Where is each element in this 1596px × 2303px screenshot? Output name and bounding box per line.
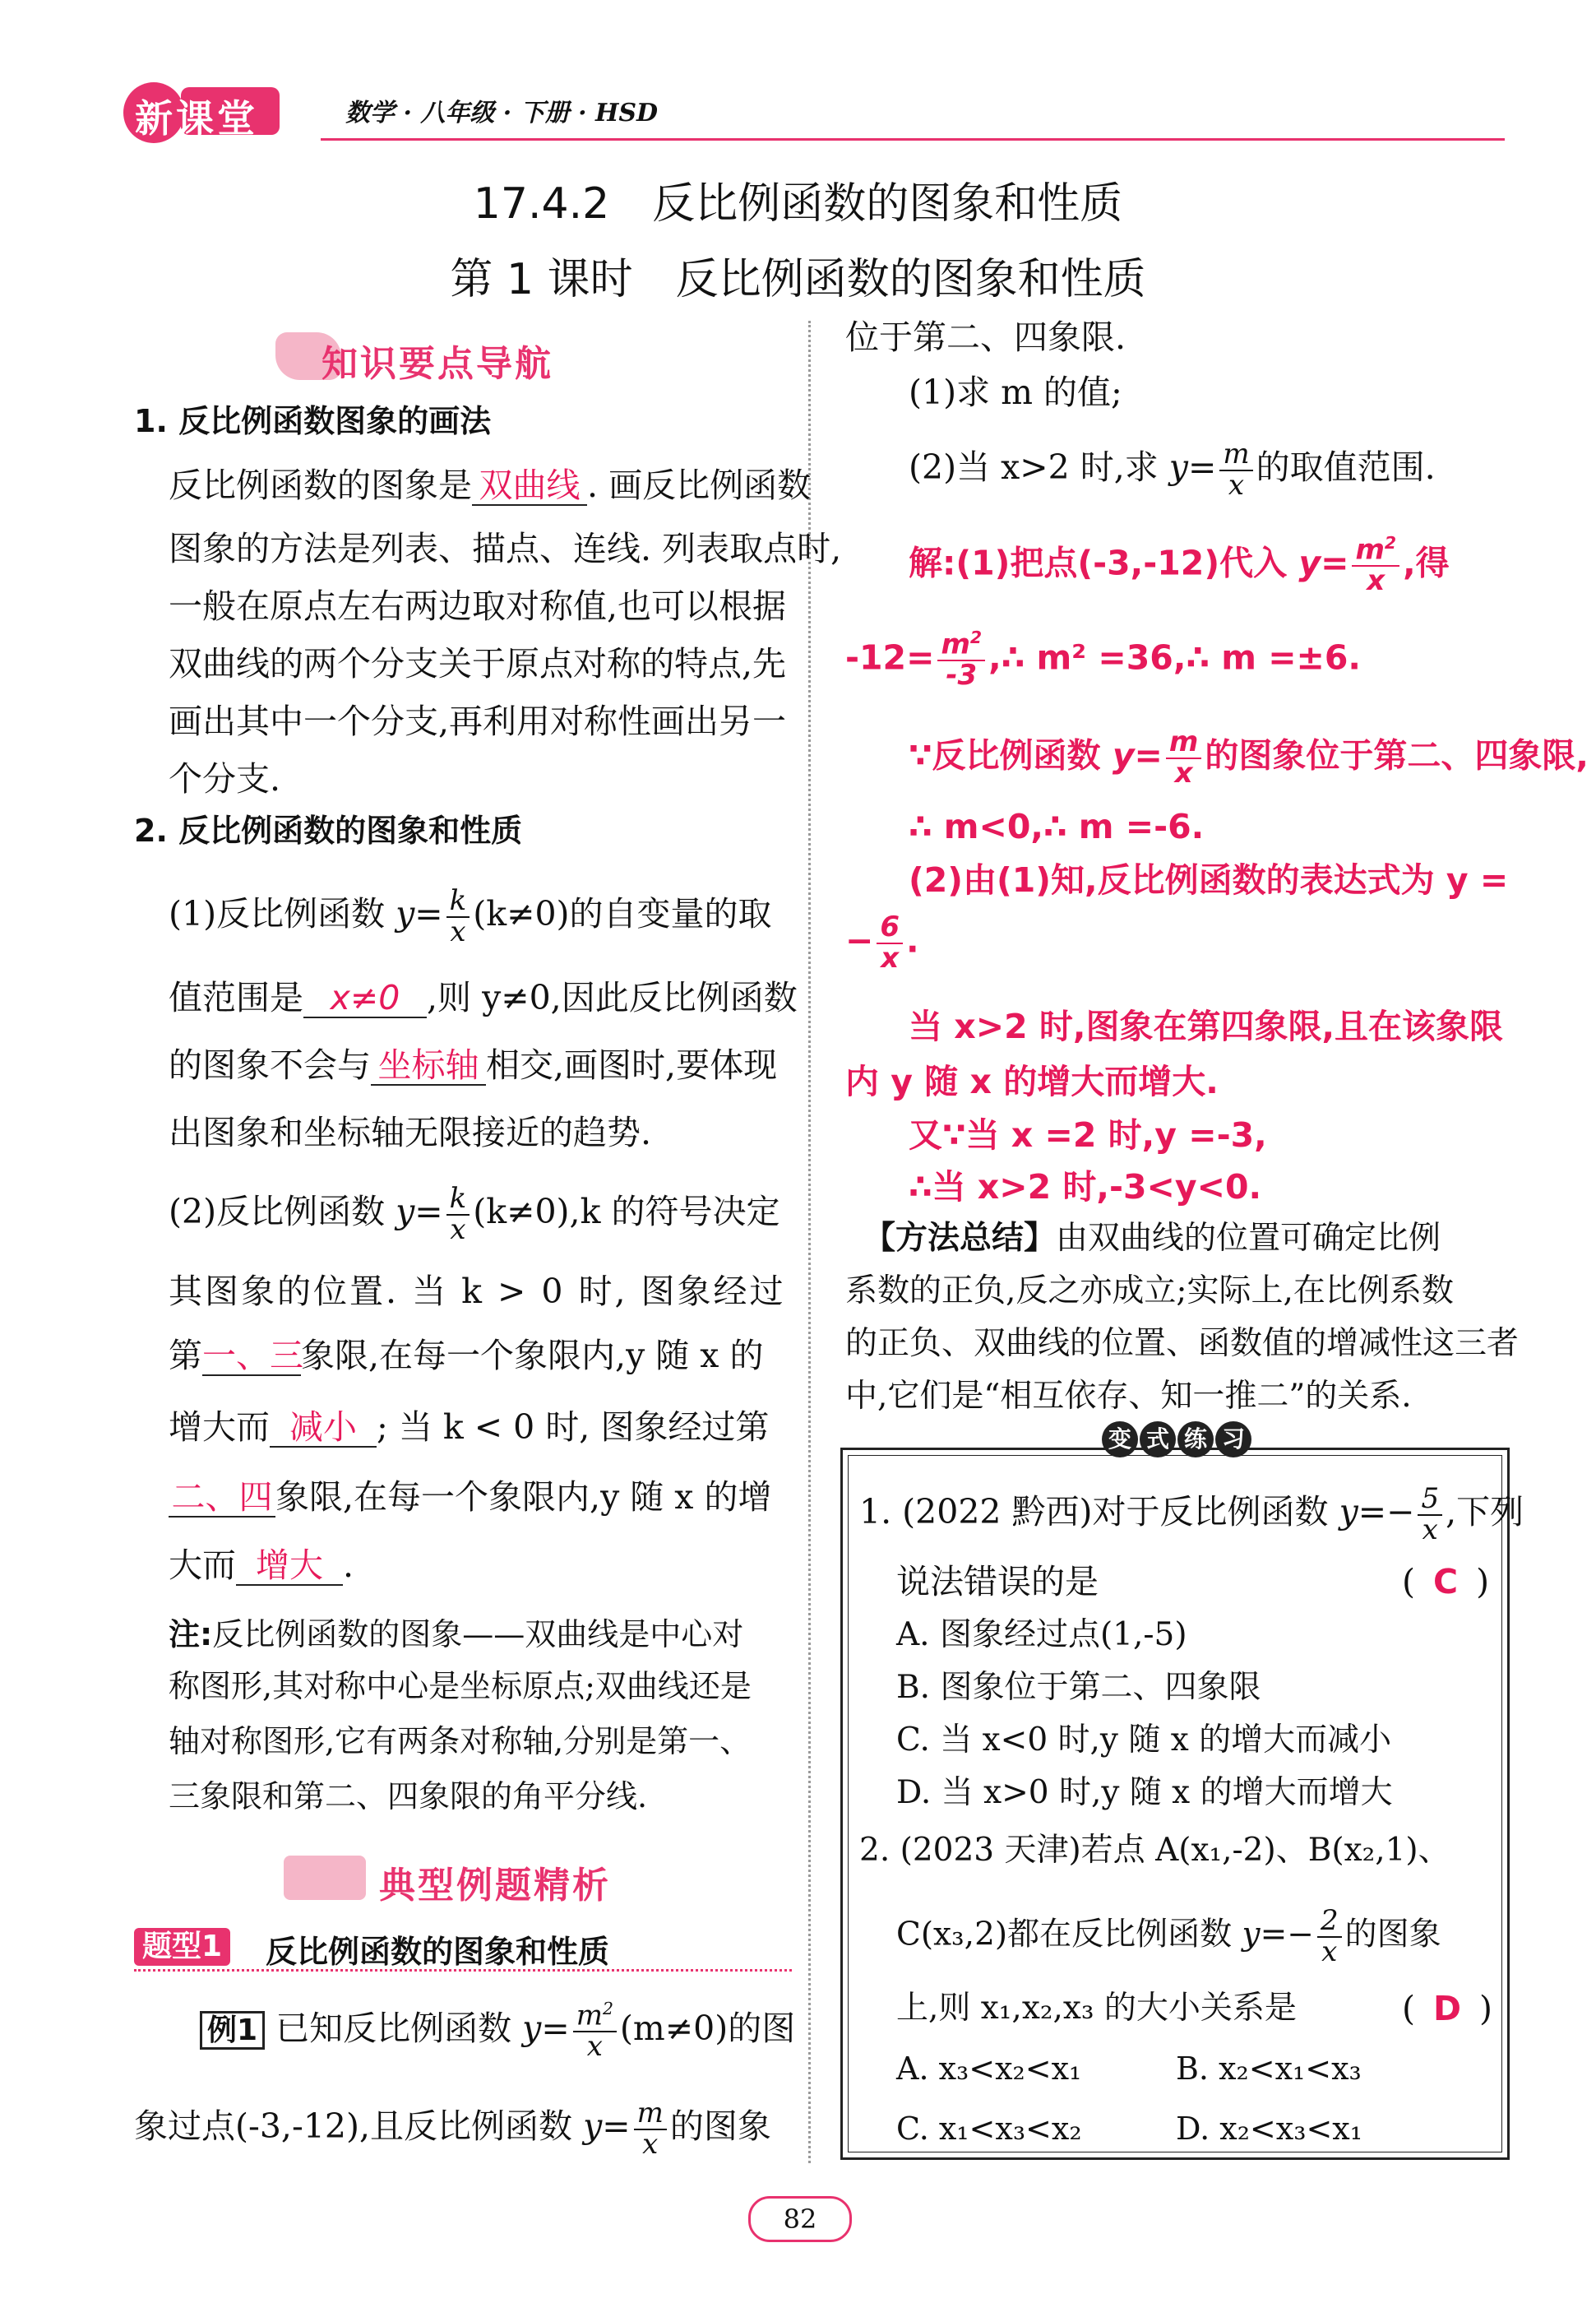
answer-blank: 双曲线 — [472, 466, 587, 506]
option-line: B. 图象位于第二、四象限 — [896, 1669, 1261, 1706]
solution-line: ∴ m<0,∴ m =-6. — [909, 807, 1205, 846]
option-line: D. x₂<x₃<x₁ — [1176, 2111, 1362, 2147]
answer-blank: 一、三 — [202, 1336, 303, 1375]
option-line: C. 当 x<0 时,y 随 x 的增大而减小 — [896, 1721, 1392, 1759]
option-line: B. x₂<x₁<x₃ — [1176, 2050, 1362, 2087]
section-banner-examples — [284, 1849, 645, 1907]
answer-blank: 二、四 — [169, 1478, 275, 1518]
solution-line: ∵反比例函数 y= $\frac{m}{x}$ 的图象位于第二、四象限, — [909, 725, 1589, 790]
text-line: 增大而 减小 ; 当 k < 0 时, 图象经过第 — [169, 1407, 770, 1447]
example-tag: 例1 — [200, 2011, 265, 2050]
note-line: 称图形,其对称中心是坐标原点;双曲线还是 — [169, 1668, 752, 1704]
logo-text: 新课堂 — [135, 96, 258, 141]
solution-line: ∴当 x>2 时,-3<y<0. — [909, 1167, 1262, 1207]
practice-banner-char: 练 — [1177, 1421, 1214, 1457]
text-line: 的图象不会与 坐标轴 相交,画图时,要体现 — [169, 1045, 778, 1085]
solution-line: 又∵当 x =2 时,y =-3, — [909, 1115, 1267, 1155]
solution-line: (2)由(1)知,反比例函数的表达式为 y = — [909, 860, 1509, 900]
question-line: 说法错误的是 — [896, 1562, 1099, 1601]
text-line: (1)反比例函数 y= $\frac{k}{x}$ (k≠0)的自变量的取 — [169, 884, 772, 948]
method-line: 的正负、双曲线的位置、函数值的增减性这三者 — [845, 1325, 1520, 1362]
text-line: 大而 增大 . — [169, 1545, 354, 1585]
practice-banner-char: 习 — [1215, 1421, 1251, 1457]
option-line: A. 图象经过点(1,-5) — [896, 1616, 1187, 1653]
header-rule — [321, 138, 1505, 141]
section-banner-text: 知识要点导航 — [322, 343, 553, 385]
solution-line: 当 x>2 时,图象在第四象限,且在该象限 — [909, 1007, 1504, 1046]
text-line: 反比例函数的图象是 双曲线 . 画反比例函数 — [169, 466, 812, 505]
text-line: 位于第二、四象限. — [845, 317, 1126, 357]
text-line: 其图象的位置. 当 k > 0 时, 图象经过 — [169, 1272, 786, 1311]
type-tag: 题型1 — [134, 1928, 230, 1966]
type-title: 反比例函数的图象和性质 — [266, 1934, 610, 1970]
question-line: 2. (2023 天津)若点 A(x₁,-2)、B(x₂,1)、 — [859, 1832, 1450, 1869]
page-title: 17.4.2 反比例函数的图象和性质 — [473, 179, 1123, 229]
section-banner-knowledge — [275, 327, 637, 385]
text-line: (2)当 x>2 时,求 y= $\frac{m}{x}$ 的取值范围. — [909, 438, 1436, 502]
text-line: 画出其中一个分支,再利用对称性画出另一 — [169, 702, 787, 741]
solution-line: − $\frac{6}{x}$ . — [845, 911, 919, 975]
question-line: 上,则 x₁,x₂,x₃ 的大小关系是 — [896, 1990, 1297, 2027]
heading-1: 1. 反比例函数图象的画法 — [134, 403, 492, 439]
method-line: 中,它们是“相互依存、知一推二”的关系. — [845, 1378, 1412, 1415]
text-line: 图象的方法是列表、描点、连线. 列表取点时, — [169, 529, 842, 568]
section-banner-text: 典型例题精析 — [379, 1865, 611, 1907]
answer-bracket: ( D ) — [1402, 1989, 1493, 2028]
text-line: (1)求 m 的值; — [909, 373, 1122, 412]
practice-banner-char: 式 — [1140, 1421, 1176, 1457]
example-line: 象过点(-3,-12),且反比例函数 y= $\frac{m}{x}$ 的图象 — [134, 2097, 771, 2161]
text-line: 双曲线的两个分支关于原点对称的特点,先 — [169, 644, 787, 683]
practice-banner-char: 变 — [1102, 1421, 1138, 1457]
text-line: 二、四象限,在每一个象限内,y 随 x 的增 — [169, 1472, 771, 1522]
answer-blank: 减小 — [270, 1408, 377, 1448]
note-line: 轴对称图形,它有两条对称轴,分别是第一、 — [169, 1723, 752, 1759]
practice-banner — [1102, 1421, 1266, 1464]
solution-line: -12= $\frac{m^2}{-3}$ ,∴ m² =36,∴ m =±6. — [845, 628, 1361, 693]
example-line: 例1 已知反比例函数 y= $\frac{m^2}{x}$ (m≠0)的图 — [200, 2000, 795, 2062]
solution-line: 解:(1)把点(-3,-12)代入 y= $\frac{m^2}{x}$ ,得 — [909, 533, 1450, 598]
option-line: C. x₁<x₃<x₂ — [896, 2111, 1082, 2147]
option-line: D. 当 x>0 时,y 随 x 的增大而增大 — [896, 1774, 1393, 1811]
question-line: 1. (2022 黔西)对于反比例函数 y=− $\frac{5}{x}$ ,下列 — [859, 1482, 1524, 1546]
text-line: 值范围是 x≠0 ,则 y≠0,因此反比例函数 — [169, 978, 798, 1017]
question-line: C(x₃,2)都在反比例函数 y=− $\frac{2}{x}$ 的图象 — [896, 1904, 1441, 1968]
header-logo — [123, 76, 321, 140]
text-line: 一般在原点左右两边取对称值,也可以根据 — [169, 586, 787, 626]
method-line: 【方法总结】由双曲线的位置可确定比例 — [863, 1220, 1441, 1257]
answer-blank: x≠0 — [303, 979, 427, 1018]
heading-2: 2. 反比例函数的图象和性质 — [134, 813, 523, 849]
text-line: 出图象和坐标轴无限接近的趋势. — [169, 1113, 652, 1152]
option-line: A. x₃<x₂<x₁ — [896, 2050, 1082, 2087]
page-number: 82 — [783, 2203, 817, 2235]
column-divider — [808, 321, 811, 2163]
note-line: 注:反比例函数的图象——双曲线是中心对 — [169, 1616, 744, 1652]
answer-blank: 坐标轴 — [371, 1046, 486, 1086]
answer-bracket: ( C ) — [1402, 1562, 1490, 1601]
type-heading — [134, 1925, 792, 1971]
text-line: 第一、三象限,在每一个象限内,y 随 x 的 — [169, 1336, 764, 1375]
text-line: 个分支. — [169, 759, 281, 799]
method-line: 系数的正负,反之亦成立;实际上,在比例系数 — [845, 1272, 1454, 1309]
text-line: (2)反比例函数 y= $\frac{k}{x}$ (k≠0),k 的符号决定 — [169, 1182, 780, 1246]
note-line: 三象限和第二、四象限的角平分线. — [169, 1778, 648, 1814]
header-subtitle: 数学 · 八年级 · 下册 · HSD — [345, 99, 659, 127]
solution-line: 内 y 随 x 的增大而增大. — [845, 1062, 1219, 1101]
page-number-badge — [748, 2196, 852, 2242]
lesson-subtitle: 第 1 课时 反比例函数的图象和性质 — [450, 255, 1146, 304]
answer-blank: 增大 — [236, 1546, 343, 1586]
